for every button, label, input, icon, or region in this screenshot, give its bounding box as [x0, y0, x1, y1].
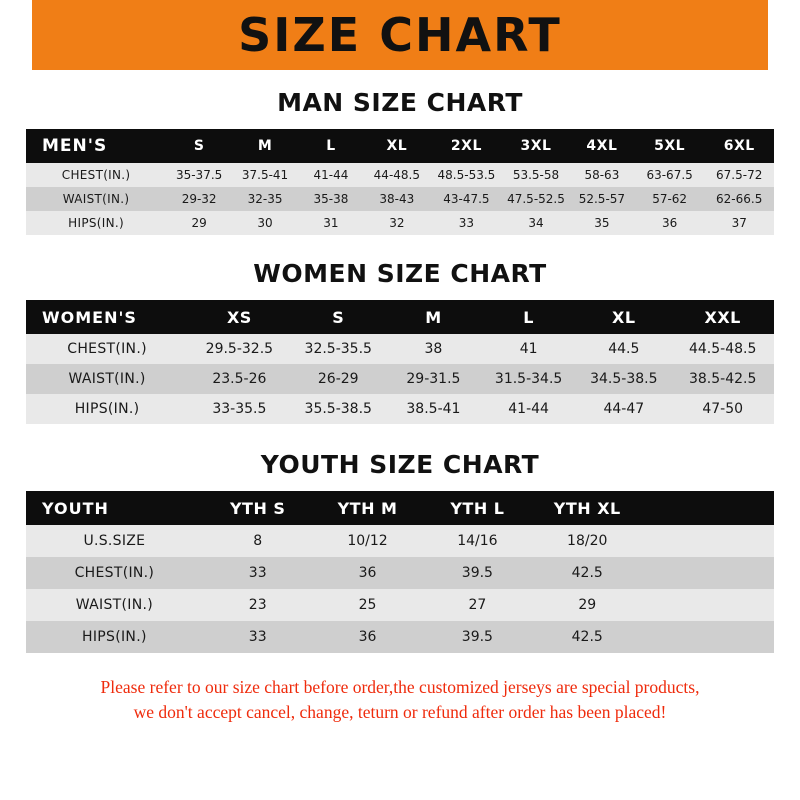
cell: 39.5	[461, 629, 493, 645]
row-label-chest: CHEST(IN.)	[67, 341, 147, 357]
cell: 38.5-41	[406, 401, 461, 417]
cell: 35-38	[313, 192, 349, 206]
cell: 18/20	[567, 533, 608, 549]
footer-note	[26, 675, 774, 726]
cell: 38.5-42.5	[688, 371, 757, 387]
row-label-hips: HIPS(IN.)	[68, 216, 124, 230]
cell: 34.5-38.5	[590, 371, 658, 387]
col-header-yth-xl: YTH XL	[532, 491, 642, 525]
youth-section-title: YOUTH SIZE CHART	[260, 450, 540, 479]
cell: 8	[253, 533, 263, 549]
row-label-us-size: U.S.SIZE	[83, 533, 146, 549]
cell: 52.5-57	[578, 192, 626, 206]
row-label-chest: CHEST(IN.)	[61, 168, 131, 182]
cell: 36	[358, 629, 377, 645]
footer-line-1: Please refer to our size chart before order,the customized jerseys are special products,	[100, 677, 700, 697]
col-header-3xl: 3XL	[503, 129, 569, 163]
row-label-waist: WAIST(IN.)	[62, 192, 130, 206]
cell: 39.5	[461, 565, 493, 581]
table-row	[26, 334, 774, 364]
row-label-hips: HIPS(IN.)	[74, 401, 140, 417]
col-header-womens: WOMEN'S	[26, 300, 188, 334]
table-header-row	[26, 491, 774, 525]
chart-content	[0, 88, 800, 726]
cell: 29	[578, 597, 597, 613]
cell: 58-63	[584, 168, 620, 182]
cell: 37.5-41	[241, 168, 289, 182]
cell: 35-37.5	[175, 168, 223, 182]
cell: 23	[248, 597, 267, 613]
col-header-6xl: 6XL	[704, 129, 774, 163]
col-header-l: L	[481, 300, 576, 334]
table-row	[26, 589, 774, 621]
man-size-table	[26, 129, 774, 235]
cell: 31	[323, 216, 339, 230]
cell: 33-35.5	[212, 401, 267, 417]
cell: 38-43	[379, 192, 415, 206]
col-header-4xl: 4XL	[569, 129, 635, 163]
col-header-2xl: 2XL	[430, 129, 503, 163]
cell: 26-29	[317, 371, 359, 387]
cell: 44-47	[603, 401, 645, 417]
cell: 53.5-58	[512, 168, 560, 182]
col-header-youth: YOUTH	[26, 491, 203, 525]
cell: 32-35	[247, 192, 283, 206]
cell: 31.5-34.5	[494, 371, 563, 387]
cell: 41	[519, 341, 538, 357]
col-header-5xl: 5XL	[635, 129, 705, 163]
cell: 57-62	[652, 192, 688, 206]
col-header-s: S	[166, 129, 232, 163]
cell: 43-47.5	[443, 192, 490, 206]
table-row	[26, 557, 774, 589]
page-title: SIZE CHART	[238, 8, 562, 62]
cell: 30	[257, 216, 273, 230]
header-right-notch	[768, 0, 800, 70]
cell: 47-50	[702, 401, 744, 417]
row-label-waist: WAIST(IN.)	[68, 371, 146, 387]
women-section-title: WOMEN SIZE CHART	[253, 259, 547, 288]
cell: 29	[191, 216, 207, 230]
row-label-waist: WAIST(IN.)	[75, 597, 153, 613]
cell: 34	[528, 216, 544, 230]
table-row	[26, 621, 774, 653]
cell: 10/12	[347, 533, 388, 549]
cell: 67.5-72	[716, 168, 763, 182]
cell: 29-31.5	[406, 371, 461, 387]
table-row	[26, 187, 774, 211]
table-row	[26, 394, 774, 424]
footer-line-2: we don't accept cancel, change, teturn or refund after order has been placed!	[133, 702, 667, 723]
cell: 63-67.5	[646, 168, 693, 182]
col-header-xs: XS	[188, 300, 291, 334]
cell: 42.5	[571, 565, 603, 581]
cell: 25	[358, 597, 377, 613]
col-header-yth-m: YTH M	[313, 491, 423, 525]
col-header-xl: XL	[576, 300, 671, 334]
table-header-row	[26, 300, 774, 334]
cell: 44.5-48.5	[688, 341, 757, 357]
cell: 32.5-35.5	[304, 341, 372, 357]
table-row	[26, 364, 774, 394]
cell: 62-66.5	[716, 192, 763, 206]
cell: 35.5-38.5	[304, 401, 372, 417]
cell: 32	[389, 216, 405, 230]
cell: 27	[468, 597, 487, 613]
table-row	[26, 211, 774, 235]
cell: 23.5-26	[212, 371, 267, 387]
table-header-row	[26, 129, 774, 163]
col-header-empty	[642, 491, 774, 525]
cell: 42.5	[571, 629, 603, 645]
cell: 33	[248, 629, 267, 645]
cell: 41-44	[508, 401, 549, 417]
cell: 29.5-32.5	[205, 341, 274, 357]
women-size-table	[26, 300, 774, 424]
cell: 47.5-52.5	[507, 192, 565, 206]
cell	[642, 589, 774, 621]
table-row	[26, 525, 774, 557]
col-header-m: M	[232, 129, 298, 163]
cell	[642, 621, 774, 653]
cell: 48.5-53.5	[437, 168, 496, 182]
cell	[642, 557, 774, 589]
col-header-yth-s: YTH S	[203, 491, 313, 525]
col-header-xxl: XXL	[671, 300, 774, 334]
cell: 36	[358, 565, 377, 581]
cell: 44-48.5	[373, 168, 420, 182]
youth-size-table	[26, 491, 774, 653]
man-section-title: MAN SIZE CHART	[277, 88, 523, 117]
cell: 29-32	[181, 192, 217, 206]
row-label-chest: CHEST(IN.)	[74, 565, 155, 581]
cell: 14/16	[457, 533, 498, 549]
cell	[642, 525, 774, 557]
cell: 33	[458, 216, 475, 230]
cell: 36	[661, 216, 678, 230]
cell: 33	[248, 565, 267, 581]
col-header-s: S	[291, 300, 386, 334]
col-header-yth-l: YTH L	[422, 491, 532, 525]
cell: 44.5	[608, 341, 640, 357]
col-header-mens: MEN'S	[26, 129, 166, 163]
row-label-hips: HIPS(IN.)	[82, 629, 147, 645]
cell: 37	[731, 216, 747, 230]
cell: 41-44	[313, 168, 349, 182]
header-band	[0, 0, 800, 70]
cell: 38	[424, 341, 443, 357]
col-header-m: M	[386, 300, 481, 334]
header-left-notch	[0, 0, 32, 70]
col-header-l: L	[298, 129, 364, 163]
table-row	[26, 163, 774, 187]
col-header-xl: XL	[364, 129, 430, 163]
cell: 35	[594, 216, 610, 230]
